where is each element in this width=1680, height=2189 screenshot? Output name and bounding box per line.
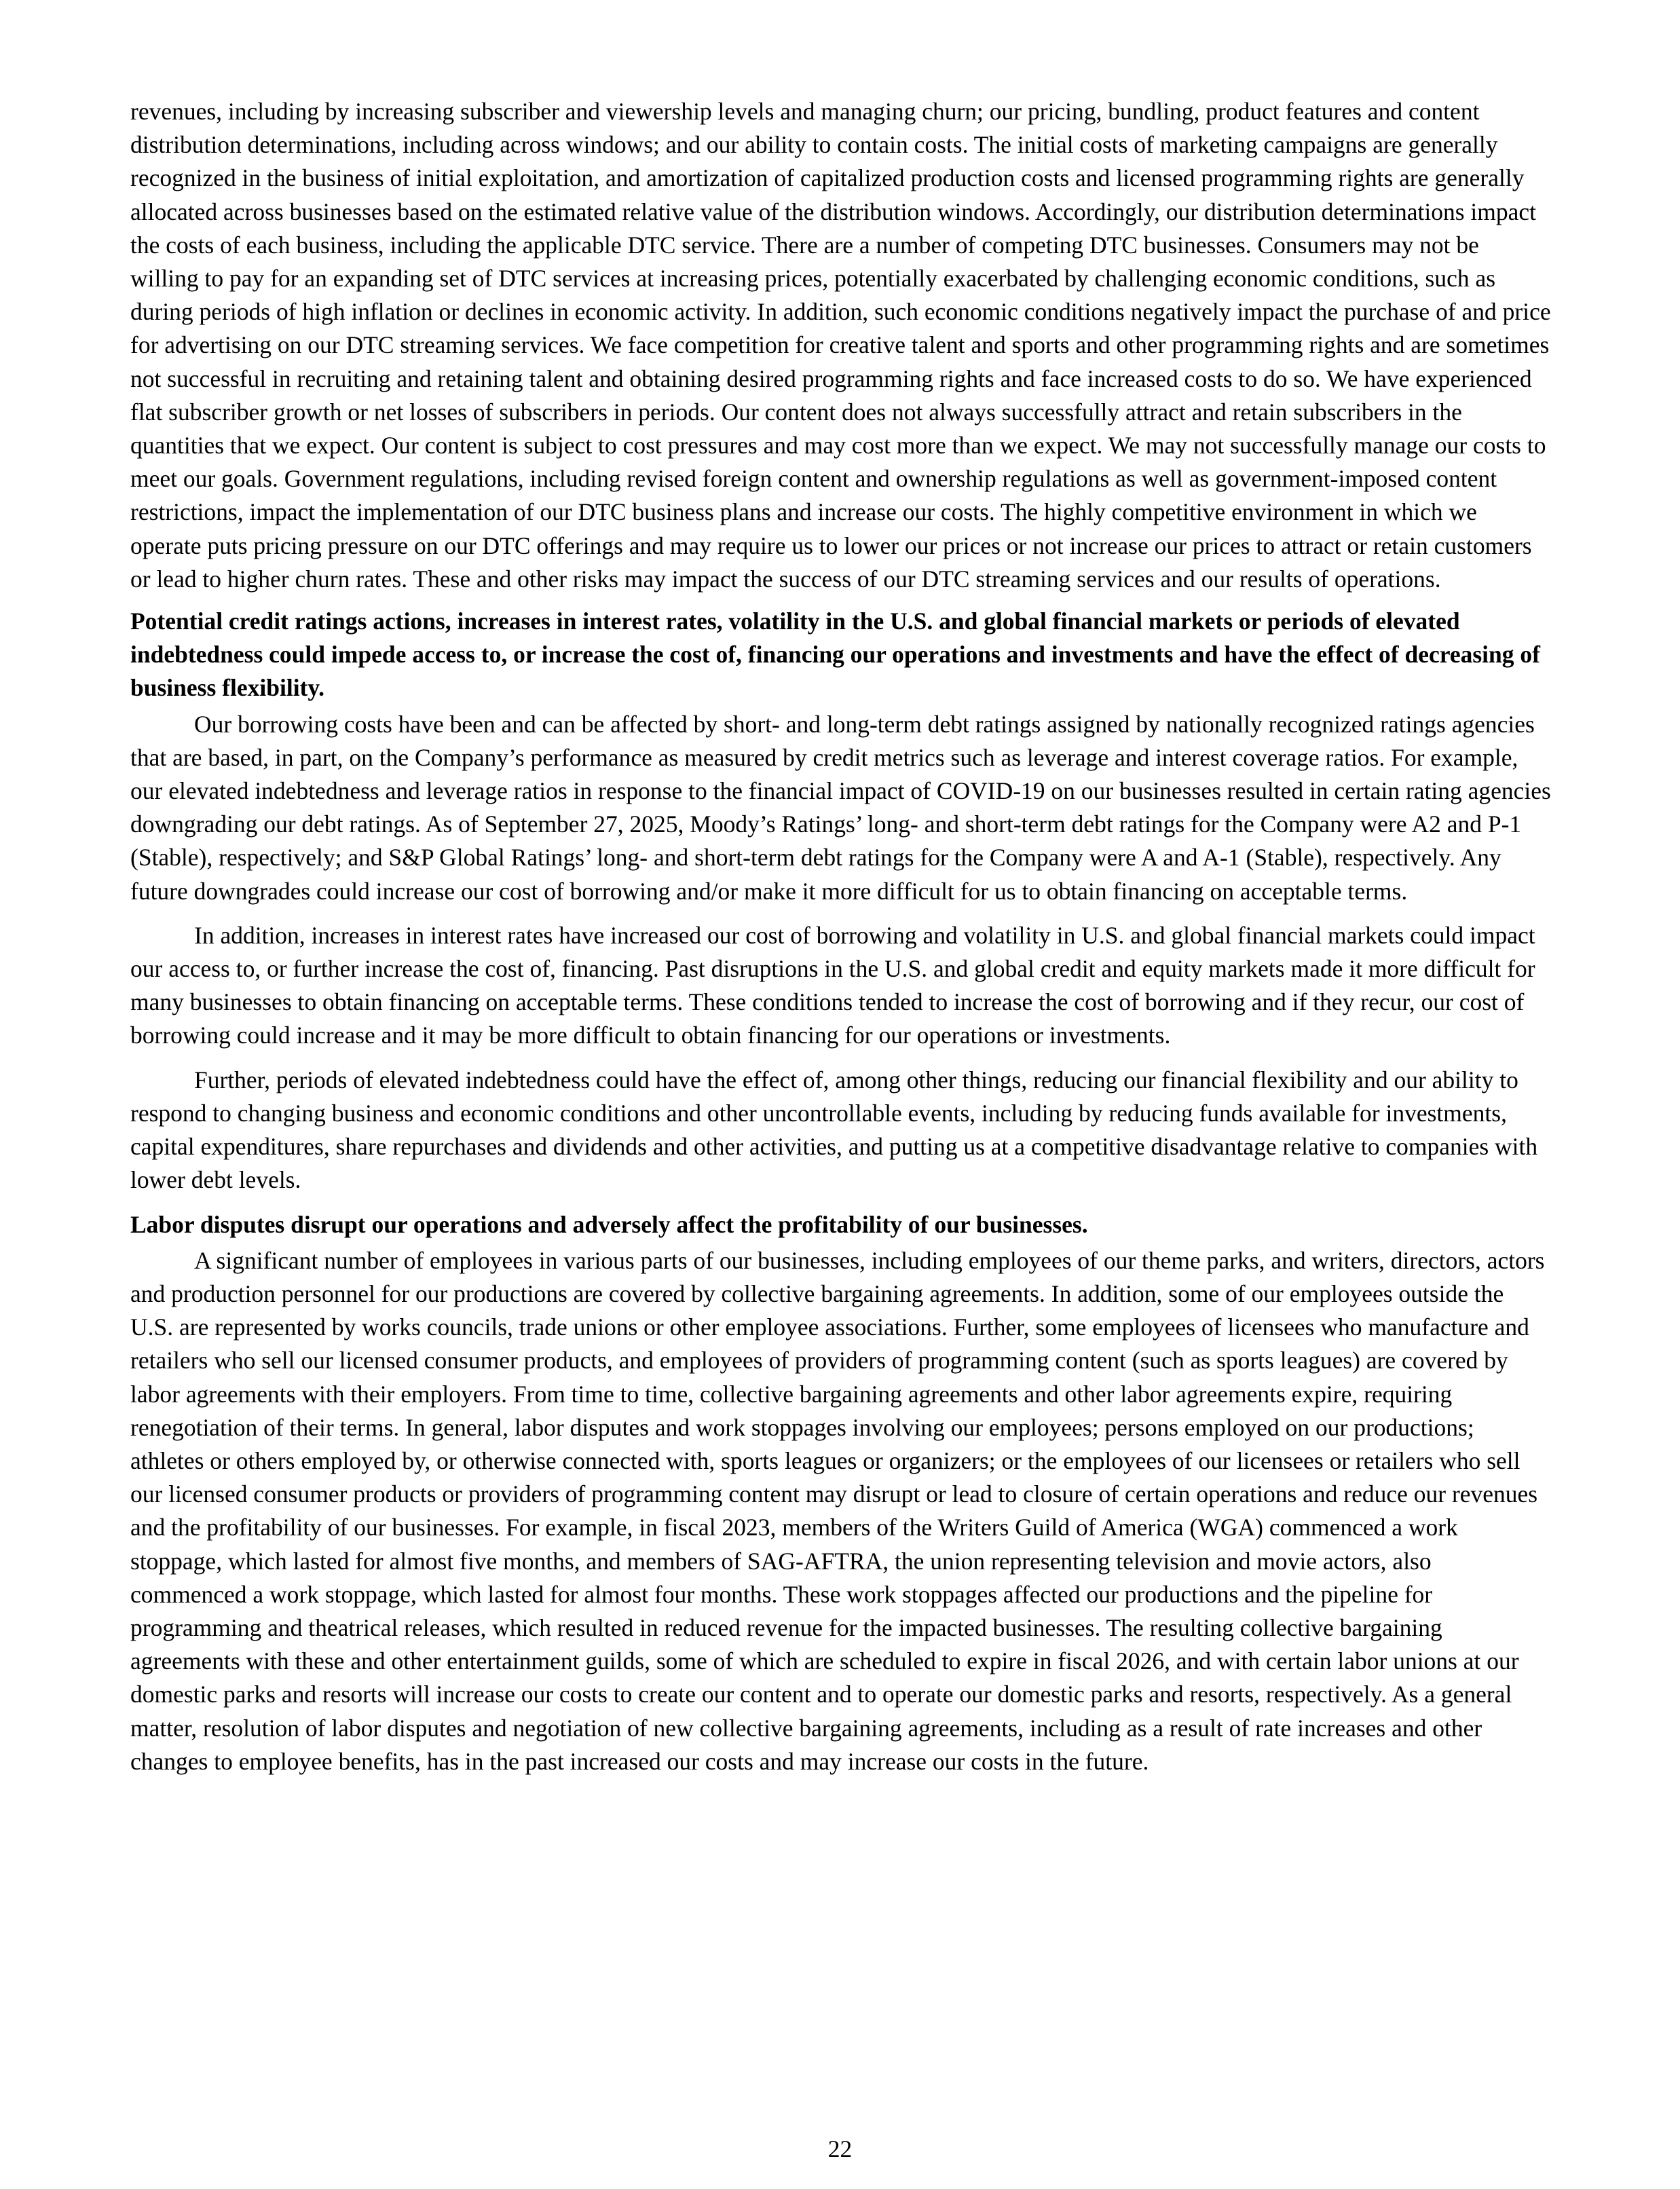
paragraph-borrowing-costs: Our borrowing costs have been and can be affected by short- and long-term debt ratings assigned by nationally recognized ratings agencies that are based, in part, on the Company’s performance as measured by credit metrics such as leverage and interest coverage ratios. For example, our elevated indebtedness and leverage ratios in response to the financial impact of COVID-19 on our businesses resulted in certain rating agencies downgrading our debt ratings. As of September 27, 2025, Moody’s Ratings’ long- and short-term debt ratings for the Company were A2 and P-1 (Stable), respectively; and S&P Global Ratings’ long- and short-term debt ratings for the Company were A and A-1 (Stable), respectively. Any future downgrades could increase our cost of borrowing and/or make it more difficult for us to obtain financing on acceptable terms. (130, 710, 1551, 905)
paragraph-labor-disputes: A significant number of employees in various parts of our businesses, including employees of our theme parks, and writers, directors, actors and production personnel for our productions are covered by collective bargaining agreements. In addition, some of our employees outside the U.S. are represented by works councils, trade unions or other employee associations. Further, some employees of licensees who manufacture and retailers who sell our licensed consumer products, and employees of providers of programming content (such as sports leagues) are covered by labor agreements with their employers. From time to time, collective bargaining agreements and other labor agreements expire, requiring renegotiation of their terms. In general, labor disputes and work stoppages involving our employees; persons employed on our productions; athletes or others employed by, or otherwise connected with, sports leagues or organizers; or the employees of our licensees or retailers who sell our licensed consumer products or providers of programming content may disrupt or lead to closure of certain operations and reduce our revenues and the profitability of our businesses. For example, in fiscal 2023, members of the Writers Guild of America (WGA) commenced a work stoppage, which lasted for almost five months, and members of SAG-AFTRA, the union representing television and movie actors, also commenced a work stoppage, which lasted for almost four months. These work stoppages affected our productions and the pipeline for programming and theatrical releases, which resulted in reduced revenue for the impacted businesses. The resulting collective bargaining agreements with these and other entertainment guilds, some of which are scheduled to expire in fiscal 2026, and with certain labor unions at our domestic parks and resorts will increase our costs to create our content and to operate our domestic parks and resorts, respectively. As a general matter, resolution of labor disputes and negotiation of new collective bargaining agreements, including as a result of rate increases and other changes to employee benefits, has in the past increased our costs and may increase our costs in the future. (130, 1246, 1545, 1775)
document-page (130, 95, 1552, 1789)
section-heading-labor-disputes: Labor disputes disrupt our operations and adversely affect the profitability of our businesses. (130, 1210, 1088, 1238)
paragraph-dtc-risks: revenues, including by increasing subscriber and viewership levels and managing churn; our pricing, bundling, product features and content distribution determinations, including across windows; and our ability to contain costs. The initial costs of marketing campaigns are generally recognized in the business of initial exploitation, and amortization of capitalized production costs and licensed programming rights are generally allocated across businesses based on the estimated relative value of the distribution windows. Accordingly, our distribution determinations impact the costs of each business, including the applicable DTC service. There are a number of competing DTC businesses. Consumers may not be willing to pay for an expanding set of DTC services at increasing prices, potentially exacerbated by challenging economic conditions, such as during periods of high inflation or declines in economic activity. In addition, such economic conditions negatively impact the purchase of and price for advertising on our DTC streaming services. We face competition for creative talent and sports and other programming rights and are sometimes not successful in recruiting and retaining talent and obtaining desired programming rights and face increased costs to do so. We have experienced flat subscriber growth or net losses of subscribers in periods. Our content does not always successfully attract and retain subscribers in the quantities that we expect. Our content is subject to cost pressures and may cost more than we expect. We may not successfully manage our costs to meet our goals. Government regulations, including revised foreign content and ownership regulations as well as government-imposed content restrictions, impact the implementation of our DTC business plans and increase our costs. The highly competitive environment in which we operate puts pricing pressure on our DTC offerings and may require us to lower our prices or not increase our prices to attract or retain customers or lead to higher churn rates. These and other risks may impact the success of our DTC streaming services and our results of operations. (130, 98, 1551, 593)
page-number: 22 (827, 2135, 853, 2163)
section-heading-credit-ratings: Potential credit ratings actions, increases in interest rates, volatility in the U.S. and global financial markets or periods of elevated indebtedness could impede access to, or increase the cost of, financing our operations and investments and have the effect of decreasing of business flexibility. (130, 607, 1540, 702)
paragraph-indebtedness: Further, periods of elevated indebtedness could have the effect of, among other things, reducing our financial flexibility and our ability to respond to changing business and economic conditions and other uncontrollable events, including by reducing funds available for investments, capital expenditures, share repurchases and dividends and other activities, and putting us at a competitive disadvantage relative to companies with lower debt levels. (130, 1066, 1538, 1194)
paragraph-interest-rates: In addition, increases in interest rates have increased our cost of borrowing and volatility in U.S. and global financial markets could impact our access to, or further increase the cost of, financing. Past disruptions in the U.S. and global credit and equity markets made it more difficult for many businesses to obtain financing on acceptable terms. These conditions tended to increase the cost of borrowing and if they recur, our cost of borrowing could increase and it may be more difficult to obtain financing for our operations or investments. (130, 921, 1535, 1049)
